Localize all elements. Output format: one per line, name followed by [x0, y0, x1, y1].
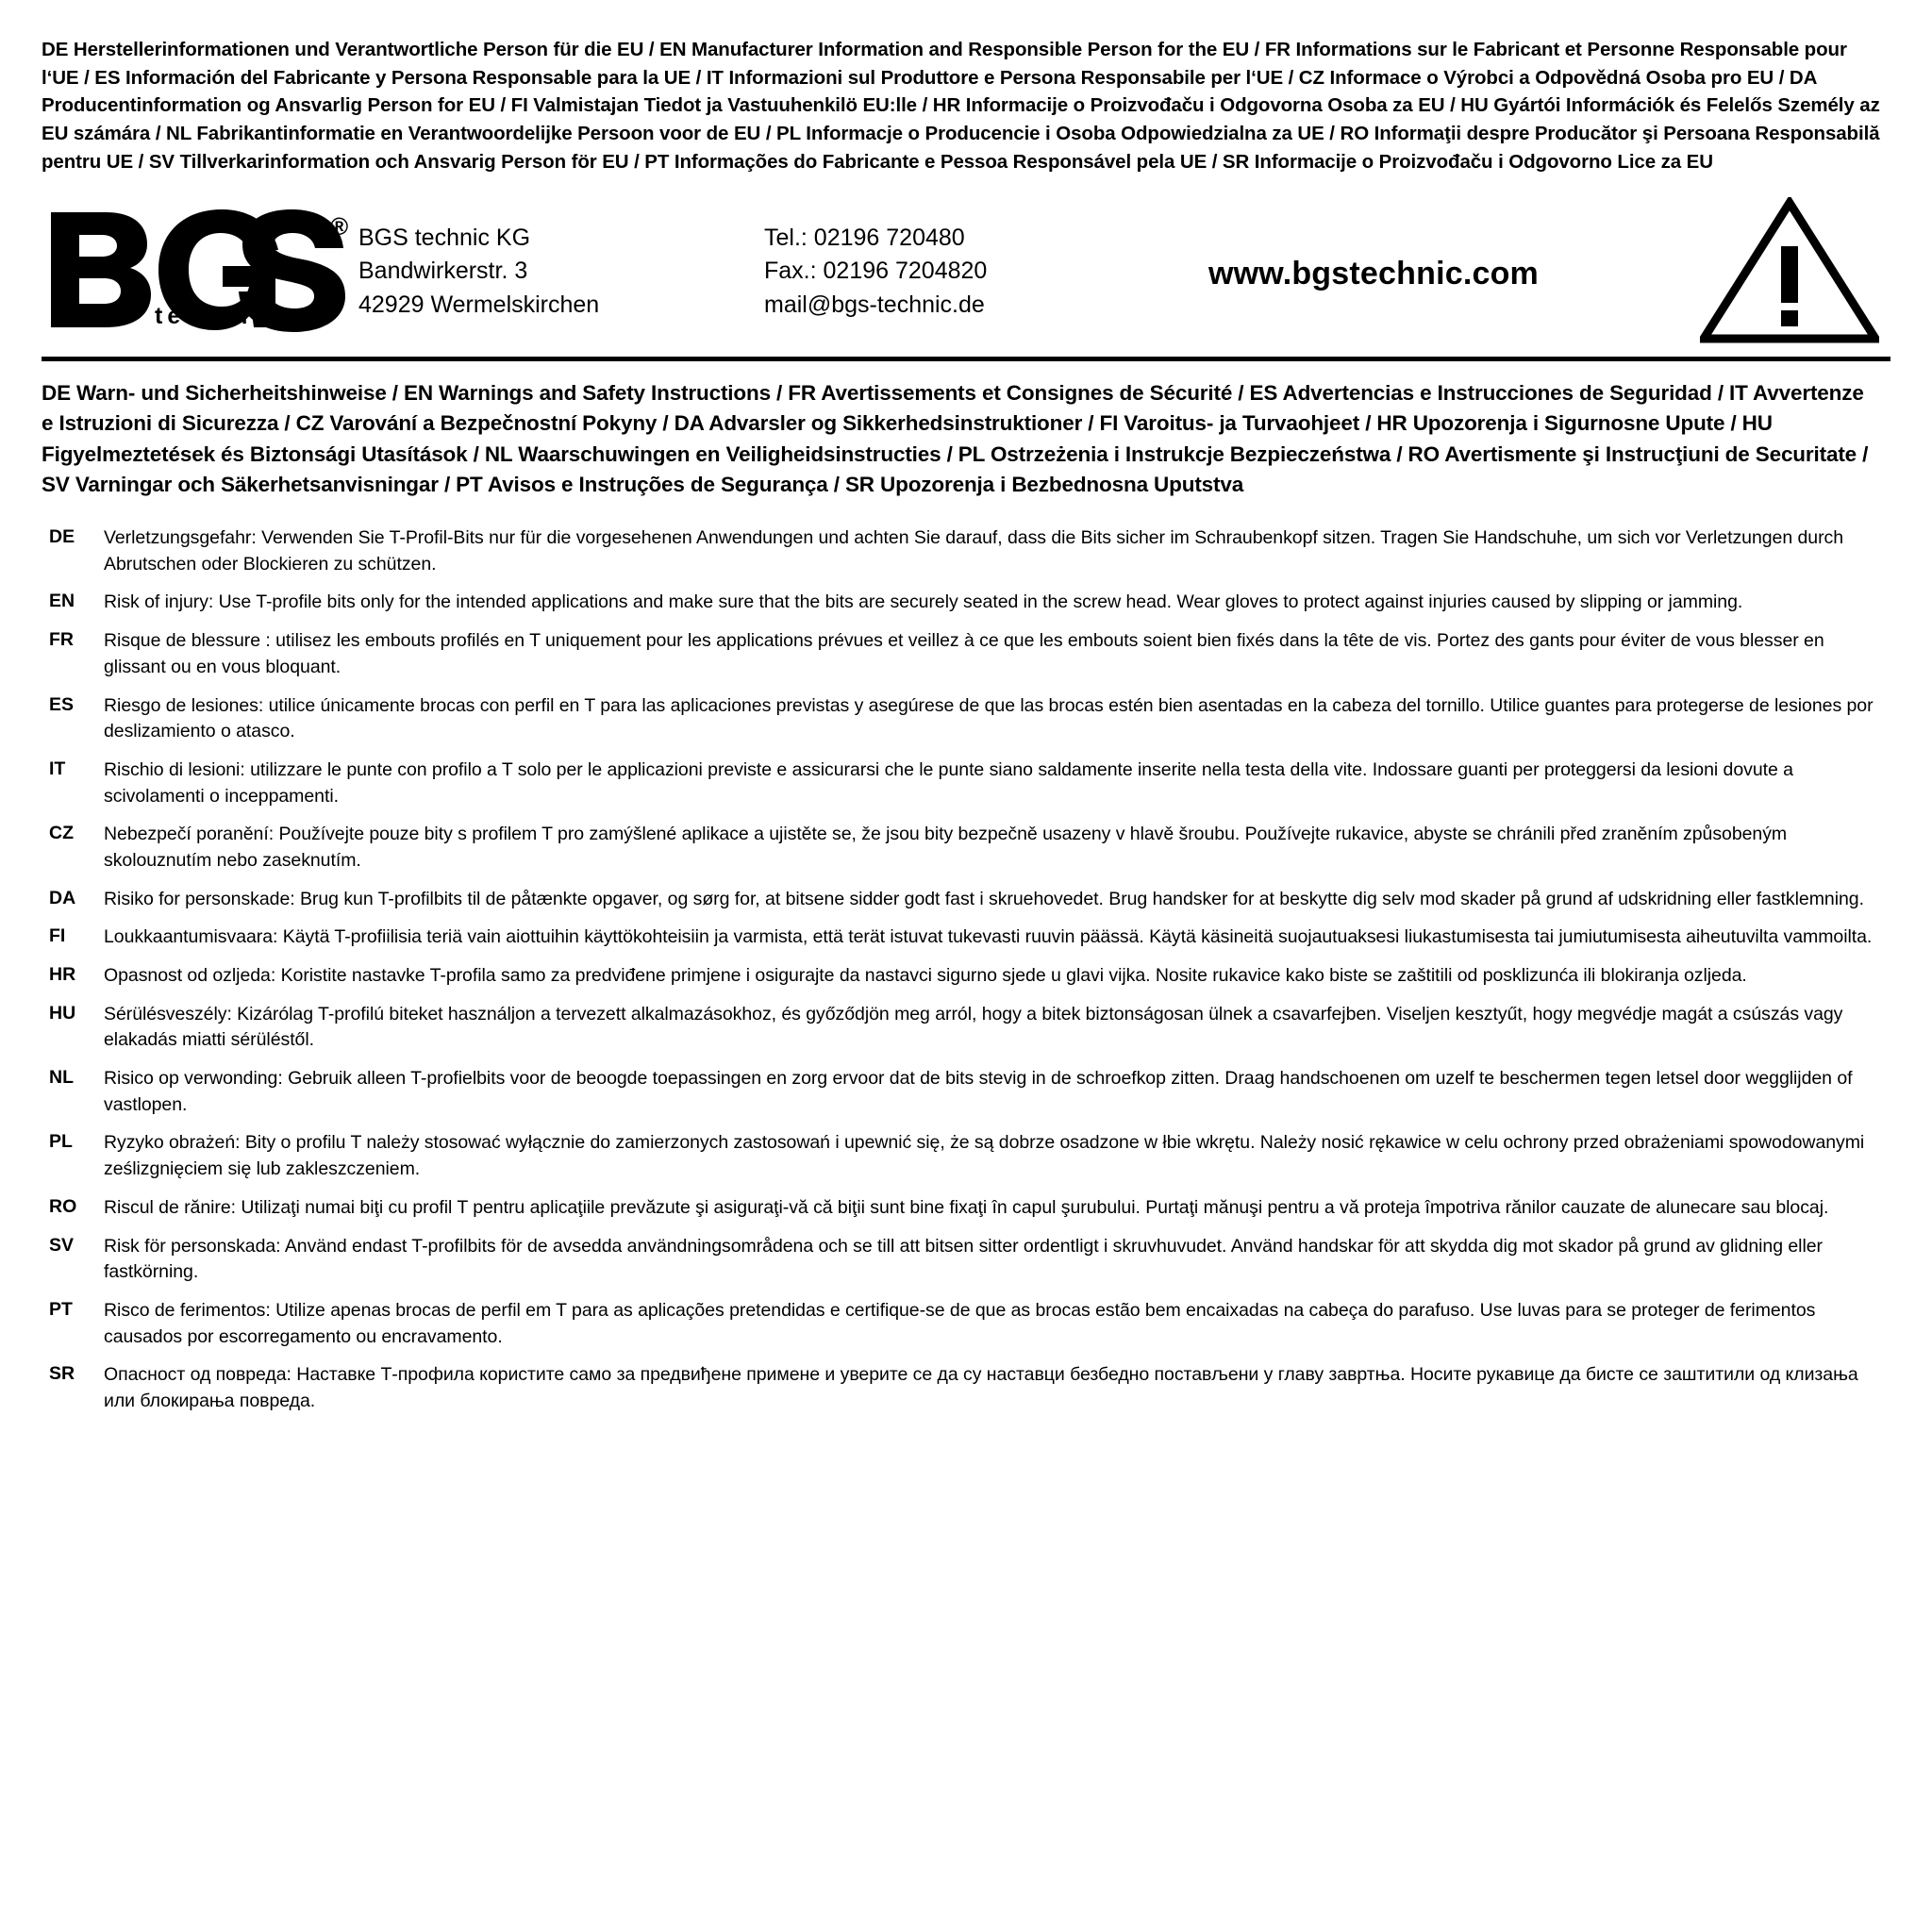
instruction-text: Sérülésveszély: Kizárólag T-profilú biteket használjon a tervezett alkalmazásokhoz, és győződjön meg arról, hogy a bitek biztonságosan ülnek a csavarfejben. Viseljen kesztyűt, hogy megvédje magát a csúszás vagy elakadás miatti sérüléstől.: [104, 1003, 1843, 1051]
language-code: NL: [49, 1067, 74, 1089]
bgs-logo: [42, 207, 358, 334]
language-code: RO: [49, 1195, 77, 1217]
instruction-row-de: [42, 525, 1881, 577]
instruction-row-sr: [42, 1362, 1881, 1414]
svg-text:technic: technic: [155, 302, 271, 329]
instruction-row-pt: [42, 1298, 1881, 1350]
instruction-row-sv: [42, 1234, 1881, 1286]
company-website: www.bgstechnic.com: [1208, 255, 1539, 291]
instruction-row-fr: [42, 628, 1881, 680]
instruction-row-pl: [42, 1130, 1881, 1182]
instruction-text: Riesgo de lesiones: utilice únicamente brocas con perfil en T para las aplicaciones previstas y asegúrese de que las brocas estén bien asentadas en la cabeza del tornillo. Utilice guantes para protegerse de lesiones por deslizamiento o atasco.: [104, 694, 1874, 742]
instruction-row-hr: [42, 963, 1881, 990]
company-city: 42929 Wermelskirchen: [358, 291, 600, 318]
instructions-list: [42, 525, 1890, 1415]
language-code: PL: [49, 1131, 73, 1153]
instruction-row-it: [42, 758, 1881, 809]
instruction-text: Risk för personskada: Använd endast T-profilbits för de avsedda användningsområdena och se till att bitsen sitter ordentligt i skruvhuvudet. Använd handskar för att skydda dig mot skador på grund av glidning eller fastkörning.: [104, 1235, 1823, 1283]
bgs-logo-icon: [47, 207, 349, 334]
svg-text:®: ®: [330, 211, 349, 241]
company-contact-band: [42, 197, 1890, 361]
company-contact: [764, 218, 1075, 323]
instruction-text: Loukkaantumisvaara: Käytä T-profiilisia teriä vain aiottuihin käyttökohteisiin ja varmista, että terät istuvat tukevasti ruuvin päässä. Käytä käsineitä suojautuaksesi liukastumisesta tai jumiutumisesta aiheutuvilta vammoilta.: [104, 926, 1873, 948]
instruction-row-da: [42, 887, 1881, 913]
language-code: DE: [49, 526, 75, 548]
language-code: CZ: [49, 823, 74, 844]
instruction-text: Risco de ferimentos: Utilize apenas brocas de perfil em T para as aplicações pretendidas e certifique-se de que as brocas estão bem encaixadas na cabeça do parafuso. Use luvas para se proteger de ferimentos causados por escorregamento ou encravamento.: [104, 1299, 1816, 1347]
instruction-text: Risk of injury: Use T-profile bits only for the intended applications and make sure that the bits are securely seated in the screw head. Wear gloves to protect against injuries caused by slipping or jamming.: [104, 591, 1743, 613]
company-email: mail@bgs-technic.de: [764, 291, 985, 318]
manufacturer-info-heading: DE Herstellerinformationen und Verantwortliche Person für die EU / EN Manufacturer Information and Responsible Person for the EU / FR Informations sur le Fabricant et Personne Responsable pour l‘UE / ES Información del Fabricante y Persona Responsable para la UE / IT Informazioni sul Produttore e Persona Responsabile per l‘UE / CZ Informace o Výrobci a Odpovědná Osoba pro EU / DA Producentinformation og Ansvarlig Person for EU / FI Valmistajan Tiedot ja Vastuuhenkilö EU:lle / HR Informacije o Proizvođaču i Odgovorna Osoba za EU / HU Gyártói Információk és Felelős Személy az EU számára / NL Fabrikantinformatie en Verantwoordelijke Persoon voor de EU / PL Informacje o Producencie i Osoba Odpowiedzialna za UE / RO Informaţii despre Producător şi Persoana Responsabilă pentru UE / SV Tillverkarinformation och Ansvarig Person för EU / PT Informações do Fabricante e Pessoa Responsável pela UE / SR Informacije o Proizvođaču i Odgovorno Lice za EU: [42, 39, 1880, 173]
instruction-text: Opasnost od ozljeda: Koristite nastavke T-profila samo za predviđene primjene i osigurajte da nastavci sigurno sjede u glavi vijka. Nosite rukavice kako biste se zaštitili od posklizunća ili blokiranja ozljeda.: [104, 965, 1747, 987]
language-code: HR: [49, 964, 76, 986]
company-street: Bandwirkerstr. 3: [358, 258, 528, 285]
instruction-text: Опасност од повреда: Наставке Т-профила користите само за предвиђене примене и уверите се да су наставци безбедно постављени у главу завртња. Носите рукавице да бисте се заштитили од клизања или блокирања повреда.: [104, 1364, 1858, 1411]
instruction-row-hu: [42, 1002, 1881, 1054]
company-address: [358, 218, 764, 323]
language-code: PT: [49, 1298, 73, 1320]
instruction-row-nl: [42, 1066, 1881, 1118]
instruction-text: Risque de blessure : utilisez les embouts profilés en T uniquement pour les applications prévues et veillez à ce que les embouts soient bien fixés dans la tête de vis. Portez des gants pour éviter de vous blesser en glissant ou en vous bloquant.: [104, 630, 1824, 677]
language-code: EN: [49, 591, 75, 612]
instruction-text: Risiko for personskade: Brug kun T-profilbits til de påtænkte opgaver, og sørg for, at bitsene sidder godt fast i skruehovedet. Brug handsker for at beskytte dig selv mod skader på grund af udskridning eller fastklemning.: [104, 888, 1864, 909]
instruction-text: Risico op verwonding: Gebruik alleen T-profielbits voor de beoogde toepassingen en zorg ervoor dat de bits stevig in de schroefkop zitten. Draag handschoenen om uzelf te beschermen tegen letsel door wegglijden of vastlopen.: [104, 1068, 1853, 1115]
language-code: ES: [49, 693, 75, 715]
warnings-heading: DE Warn- und Sicherheitshinweise / EN Warnings and Safety Instructions / FR Avertissements et Consignes de Sécurité / ES Advertencias e Instrucciones de Seguridad / IT Avvertenze e Istruzioni di Sicurezza / CZ Varování a Bezpečnostní Pokyny / DA Advarsler og Sikkerhedsinstruktioner / FI Varoitus- ja Turvaohjeet / HR Upozorenja i Sigurnosne Upute / HU Figyelmeztetések és Biztonsági Utasítások / NL Waarschuwingen en Veiligheidsinstructies / PL Ostrzeżenia i Instrukcje Bezpieczeństwa / RO Avertismente şi Instrucţiuni de Securitate / SV Varningar och Säkerhetsanvisningar / PT Avisos e Instruções de Segurança / SR Upozorenja i Bezbednosna Uputstva: [42, 380, 1869, 497]
language-code: HU: [49, 1002, 76, 1024]
instruction-row-es: [42, 693, 1881, 745]
instruction-text: Rischio di lesioni: utilizzare le punte con profilo a T solo per le applicazioni previste e assicurarsi che le punte siano saldamente inserite nella testa della vite. Indossare guanti per proteggersi da lesioni dovute a scivolamenti o inceppamenti.: [104, 758, 1793, 807]
instruction-row-fi: [42, 924, 1881, 951]
instruction-row-en: [42, 590, 1881, 616]
company-name: BGS technic KG: [358, 224, 531, 251]
warning-triangle-icon: [1700, 197, 1879, 343]
instruction-text: Verletzungsgefahr: Verwenden Sie T-Profil-Bits nur für die vorgesehenen Anwendungen und achten Sie darauf, dass die Bits sicher im Schraubenkopf sitzen. Tragen Sie Handschuhe, um sich vor Verletzungen durch Abrutschen oder Blockieren zu schützen.: [104, 527, 1844, 575]
language-code: IT: [49, 758, 66, 779]
instruction-text: Nebezpečí poranění: Používejte pouze bity s profilem T pro zamýšlené aplikace a ujistěte se, že jsou bity bezpečně usazeny v hlavě šroubu. Používejte rukavice, abyste se chránili před zraněním způsobeným skolouznutím nebo zaseknutím.: [104, 824, 1788, 871]
language-code: SR: [49, 1363, 75, 1385]
language-code: SV: [49, 1234, 75, 1256]
language-code: FR: [49, 629, 74, 651]
language-code: DA: [49, 887, 76, 908]
company-fax: Fax.: 02196 7204820: [764, 258, 988, 285]
language-code: FI: [49, 925, 66, 947]
warning-triangle-wrap: [1672, 197, 1890, 343]
company-phone: Tel.: 02196 720480: [764, 224, 965, 251]
instruction-text: Riscul de rănire: Utilizaţi numai biţi cu profil T pentru aplicaţiile prevăzute şi asiguraţi-vă că biţii sunt bine fixaţi în capul şurubului. Purtaţi mănuşi pentru a vă proteja împotriva rănilor cauzate de alunecare sau blocaj.: [104, 1196, 1829, 1218]
instruction-row-cz: [42, 822, 1881, 874]
instruction-text: Ryzyko obrażeń: Bity o profilu T należy stosować wyłącznie do zamierzonych zastosowań i upewnić się, że są dobrze osadzone w łbie wkrętu. Należy nosić rękawice w celu ochrony przed obrażeniami spowodowanymi ześlizgnięciem się lub zakleszczeniem.: [104, 1132, 1865, 1180]
instruction-row-ro: [42, 1195, 1881, 1222]
